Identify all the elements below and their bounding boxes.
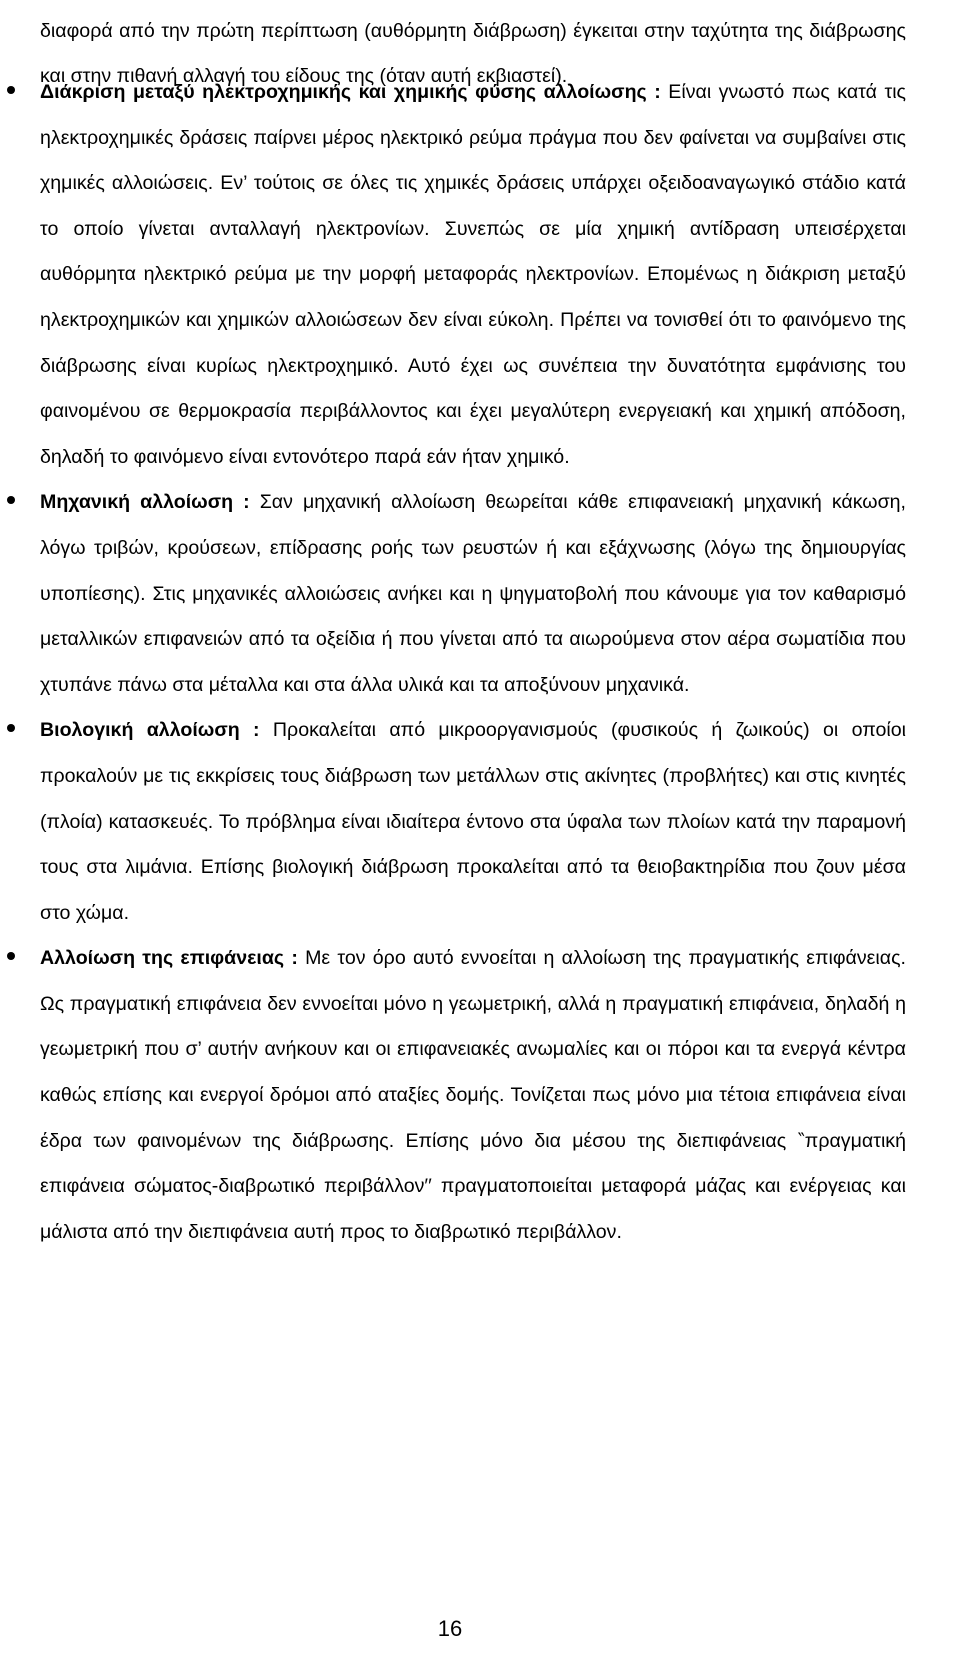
- bullet-text: Με τον όρο αυτό εννοείται η αλλοίωση της πραγματικής επιφάνειας. Ως πραγματική επιφάνεια δεν εννοείται μόνο η γεωμετρική, αλλά η πραγματική επιφάνεια, δηλαδή η γεωμετρική που σ’ αυτήν ανήκουν και οι επιφανειακές ανωμαλίες και οι πόροι και τα ενεργά κέντρα καθώς επίσης και ενεργοί δρόμοι από αταξίες δομής. Τονίζεται πως μόνο μια τέτοια επιφάνεια είναι έδρα των φαινομένων της διάβρωσης. Επίσης μόνο δια μέσου της διεπιφάνειας ‶πραγματική επιφάνεια σώματος-διαβρωτικό περιβάλλον′′ πραγματοποιείται μεταφορά μάζας και ενέργειας και μάλιστα από την διεπιφάνεια αυτή προς το διαβρωτικό περιβάλλον.: [40, 947, 906, 1243]
- bullet-icon: [7, 496, 15, 504]
- bullet-term: Διάκριση μεταξύ ηλεκτροχημικής και χημικής φύσης αλλοίωσης :: [40, 81, 661, 103]
- list-item: [40, 936, 906, 1255]
- bullet-icon: [7, 724, 15, 732]
- list-item: [40, 480, 906, 708]
- bullet-term: Αλλοίωση της επιφάνειας :: [40, 947, 298, 970]
- bullet-term: Βιολογική αλλοίωση :: [40, 719, 260, 742]
- bullet-icon: [7, 86, 15, 94]
- bullet-list: [0, 70, 960, 1255]
- bullet-text: Είναι γνωστό πως κατά τις ηλεκτροχημικές δράσεις παίρνει μέρος ηλεκτρικό ρεύμα πράγμα που δεν φαίνεται να συμβαίνει στις χημικές αλλοιώσεις. Εν’ τούτοις σε όλες τις χημικές δράσεις υπάρχει οξειδοαναγωγικό στάδιο κατά το οποίο γίνεται ανταλλαγή ηλεκτρονίων. Συνεπώς σε μία χημική αντίδραση υπεισέρχεται αυθόρμητα ηλεκτρικό ρεύμα με την μορφή μεταφοράς ηλεκτρονίων. Επομένως η διάκριση μεταξύ ηλεκτροχημικών και χημικών αλλοιώσεων δεν είναι εύκολη. Πρέπει να τονισθεί ότι το φαινόμενο της διάβρωσης είναι κυρίως ηλεκτροχημικό. Αυτό έχει ως συνέπεια την δυνατότητα εμφάνισης του φαινομένου σε θερμοκρασία περιβάλλοντος και έχει μεγαλύτερη ενεργειακή και χημική απόδοση, δηλαδή το φαινόμενο είναι εντονότερο παρά εάν ήταν χημικό.: [40, 81, 907, 468]
- list-item: [40, 70, 906, 480]
- list-item: [40, 708, 906, 936]
- bullet-text: Προκαλείται από μικροοργανισμούς (φυσικούς ή ζωικούς) οι οποίοι προκαλούν με τις εκκρίσεις τους διάβρωση των μετάλλων στις ακίνητες (προβλήτες) και στις κινητές (πλοία) κατασκευές. Το πρόβλημα είναι ιδιαίτερα έντονο στα ύφαλα των πλοίων κατά την παραμονή τους στα λιμάνια. Επίσης βιολογική διάβρωση προκαλείται από τα θειοβακτηρίδια που ζουν μέσα στο χώμα.: [40, 719, 906, 924]
- bullet-text: Σαν μηχανική αλλοίωση θεωρείται κάθε επιφανειακή μηχανική κάκωση, λόγω τριβών, κρούσεων, επίδρασης ροής των ρευστών ή και εξάχνωσης (λόγω της δημιουργίας υποπίεσης). Στις μηχανικές αλλοιώσεις ανήκει και η ψηγματοβολή που κάνουμε για τον καθαρισμό μεταλλικών επιφανειών από τα οξείδια ή που γίνεται από τα αιωρούμενα στον αέρα σωματίδια που χτυπάνε πάνω στα μέταλλα και στα άλλα υλικά και τα αποξύνουν μηχανικά.: [40, 491, 906, 696]
- bullet-term: Μηχανική αλλοίωση :: [40, 491, 250, 514]
- page-number: 16: [437, 1616, 463, 1641]
- bullet-icon: [7, 952, 15, 960]
- intro-paragraph: διαφορά από την πρώτη περίπτωση (αυθόρμητη διάβρωση) έγκειται στην ταχύτητα της διάβρωσης και στην πιθανή αλλαγή του είδους της (όταν αυτή εκβιαστεί).: [40, 19, 906, 88]
